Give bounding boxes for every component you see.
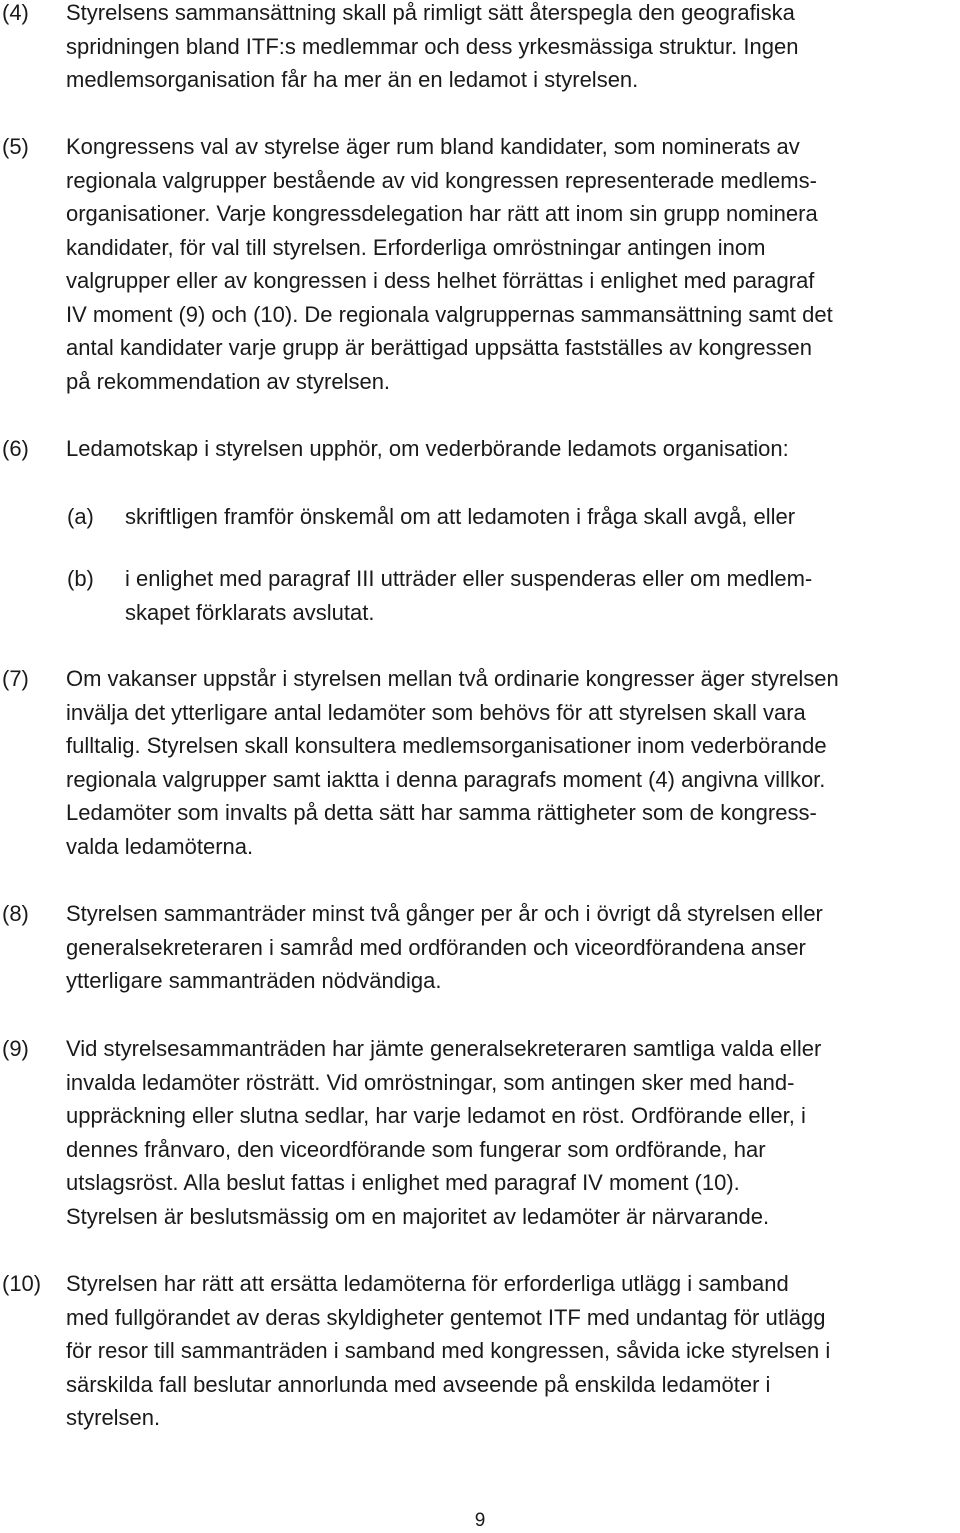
subparagraph-letter: (a) bbox=[67, 504, 94, 529]
text-line: invälja det ytterligare antal ledamöter som behövs för att styrelsen skall vara bbox=[66, 699, 806, 725]
text-line: särskilda fall beslutar annorlunda med avseende på enskilda ledamöter i bbox=[66, 1371, 771, 1397]
paragraph-text bbox=[66, 662, 956, 863]
paragraph-number: (10) bbox=[2, 1271, 42, 1296]
text-line: Styrelsen är beslutsmässig om en majoritet av ledamöter är närvarande. bbox=[66, 1203, 770, 1229]
subparagraph-text bbox=[125, 500, 955, 534]
text-line: organisationer. Varje kongressdelegation har rätt att inom sin grupp nominera bbox=[66, 201, 818, 226]
paragraph-number: (6) bbox=[2, 436, 29, 461]
text-line: generalsekreteraren i samråd med ordföranden och viceordförandena anser bbox=[66, 934, 806, 960]
text-line: för resor till sammanträden i samband med kongressen, såvida icke styrelsen i bbox=[66, 1338, 831, 1363]
text-line: på rekommendation av styrelsen. bbox=[66, 368, 391, 394]
text-line: Om vakanser uppstår i styrelsen mellan två ordinarie kongresser äger styrelsen bbox=[66, 666, 839, 691]
text-line: spridningen bland ITF:s medlemmar och dess yrkesmässiga struktur. Ingen bbox=[66, 33, 799, 59]
text-line: invalda ledamöter rösträtt. Vid omröstningar, som antingen sker med hand- bbox=[66, 1069, 795, 1095]
text-line: ytterligare sammanträden nödvändiga. bbox=[66, 968, 442, 993]
paragraph-number: (7) bbox=[2, 666, 29, 691]
text-line: IV moment (9) och (10). De regionala valgruppernas sammansättning samt det bbox=[66, 301, 833, 327]
text-line: Ledamöter som invalts på detta sätt har samma rättigheter som de kongress- bbox=[66, 800, 817, 825]
text-line: uppräckning eller slutna sedlar, har varje ledamot en röst. Ordförande eller, i bbox=[66, 1103, 806, 1128]
text-line: skriftligen framför önskemål om att ledamoten i fråga skall avgå, eller bbox=[125, 504, 796, 529]
text-line: skapet förklarats avslutat. bbox=[125, 599, 375, 625]
text-line: Ledamotskap i styrelsen upphör, om vederbörande ledamots organisation: bbox=[66, 436, 789, 461]
paragraph-text bbox=[66, 0, 956, 97]
text-line: styrelsen. bbox=[66, 1405, 161, 1430]
text-line: Styrelsen sammanträder minst två gånger per år och i övrigt då styrelsen eller bbox=[66, 901, 823, 926]
text-line: utslagsröst. Alla beslut fattas i enlighet med paragraf IV moment (10). bbox=[66, 1170, 740, 1195]
text-line: Styrelsens sammansättning skall på rimligt sätt återspegla den geografiska bbox=[66, 0, 795, 25]
paragraph-text bbox=[66, 1267, 956, 1435]
subparagraph-text bbox=[125, 562, 955, 629]
text-line: valgrupper eller av kongressen i dess helhet förrättas i enlighet med paragraf bbox=[66, 268, 815, 293]
text-line: medlemsorganisation får ha mer än en ledamot i styrelsen. bbox=[66, 67, 639, 92]
text-line: i enlighet med paragraf III utträder eller suspenderas eller om medlem- bbox=[125, 566, 813, 591]
paragraph-text bbox=[66, 1032, 956, 1233]
paragraph-text bbox=[66, 432, 956, 466]
text-line: Styrelsen har rätt att ersätta ledamöterna för erforderliga utlägg i samband bbox=[66, 1271, 789, 1296]
text-line: regionala valgrupper samt iaktta i denna paragrafs moment (4) angivna villkor. bbox=[66, 766, 826, 792]
text-line: kandidater, för val till styrelsen. Erforderliga omröstningar antingen inom bbox=[66, 234, 766, 260]
text-line: Vid styrelsesammanträden har jämte generalsekreteraren samtliga valda eller bbox=[66, 1036, 822, 1061]
subparagraph-letter: (b) bbox=[67, 566, 94, 591]
text-line: med fullgörandet av deras skyldigheter gentemot ITF med undantag för utlägg bbox=[66, 1304, 826, 1330]
text-line: regionala valgrupper bestående av vid kongressen representerade medlems- bbox=[66, 167, 817, 193]
text-line: antal kandidater varje grupp är berättigad uppsätta fastställes av kongressen bbox=[66, 335, 813, 360]
paragraph-text bbox=[66, 897, 956, 998]
paragraph-number: (9) bbox=[2, 1036, 29, 1061]
text-line: dennes frånvaro, den viceordförande som fungerar som ordförande, har bbox=[66, 1136, 766, 1162]
text-line: fulltalig. Styrelsen skall konsultera medlemsorganisationer inom vederbörande bbox=[66, 733, 827, 758]
page-number: 9 bbox=[474, 1510, 486, 1531]
text-line: valda ledamöterna. bbox=[66, 833, 254, 859]
paragraph-number: (5) bbox=[2, 134, 29, 159]
paragraph-number: (4) bbox=[2, 0, 29, 25]
text-line: Kongressens val av styrelse äger rum bland kandidater, som nominerats av bbox=[66, 134, 800, 159]
paragraph-number: (8) bbox=[2, 901, 29, 926]
paragraph-text bbox=[66, 130, 956, 398]
